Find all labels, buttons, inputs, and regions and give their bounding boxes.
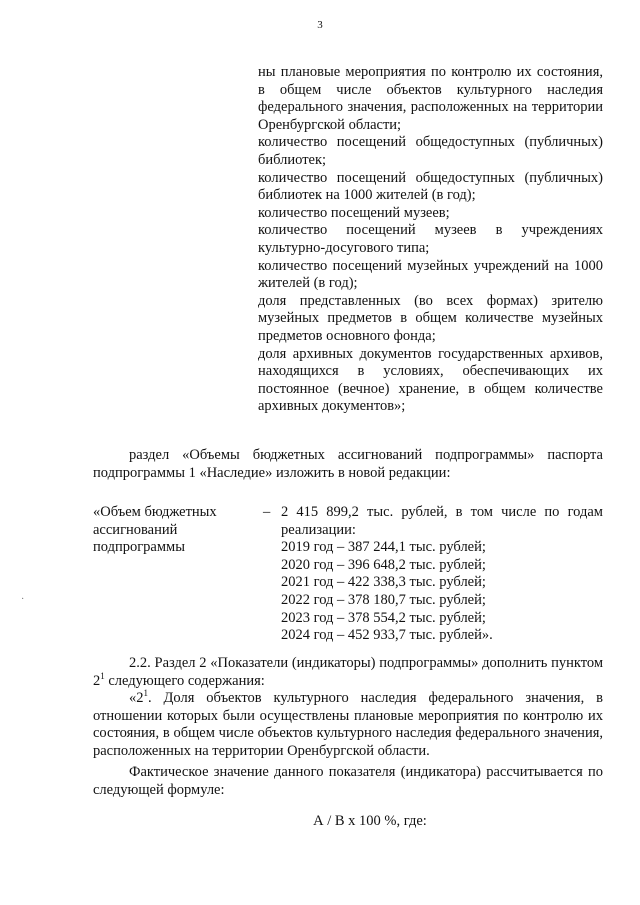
- budget-year-line: 2024 год – 452 933,7 тыс. рублей».: [281, 627, 493, 644]
- list-item: количество посещений музеев;: [258, 204, 450, 221]
- paragraph-2-2: [93, 655, 603, 690]
- budget-label: «Объем бюджетных ассигнований подпрограммы: [93, 504, 217, 556]
- budget-year-line: 2019 год – 387 244,1 тыс. рублей;: [281, 539, 486, 556]
- formula-intro: Фактическое значение данного показателя (индикатора) рассчитывается по следующей формуле:: [93, 764, 603, 798]
- budget-values: [281, 504, 603, 645]
- list-item: количество посещений музеев в учреждениях культурно-досугового типа;: [258, 222, 603, 256]
- list-item: количество посещений музейных учреждений на 1000 жителей (в год);: [258, 257, 603, 292]
- list-item: доля архивных документов государственных архивов, находящихся в условиях, обеспечивающих их постоянное (вечное) хранение, в общем количестве архивных документов»;: [258, 345, 603, 415]
- formula: А / В х 100 %, где:: [313, 813, 427, 829]
- budget-dash: –: [263, 504, 271, 520]
- superscript: 1: [143, 688, 148, 699]
- superscript: 1: [100, 670, 105, 681]
- list-item: ны плановые мероприятия по контролю их состояния, в общем числе объектов культурного наследия федерального значения, расположенных на территории Оренбургской области;: [258, 64, 603, 133]
- indicator-definition: [93, 690, 603, 760]
- margin-mark: ·: [21, 594, 25, 605]
- indicator-definition-start: «2: [129, 690, 144, 706]
- list-item: количество посещений общедоступных (публичных) библиотек на 1000 жителей (в год);: [258, 169, 603, 204]
- indicator-definition-text: . Доля объектов культурного наследия федерального значения, в отношении которых были осуществлены плановые мероприятия по контролю их состояния, в общем числе объектов культурного наследия федерального значения, расположенных на территории Оренбургской области.: [93, 690, 603, 759]
- budget-year-line: 2023 год – 378 554,2 тыс. рублей;: [281, 609, 486, 626]
- budget-total: 2 415 899,2 тыс. рублей, в том числе по годам реализации:: [281, 504, 603, 538]
- budget-year-line: 2021 год – 422 338,3 тыс. рублей;: [281, 574, 486, 591]
- budget-year-line: 2022 год – 378 180,7 тыс. рублей;: [281, 591, 486, 608]
- section-paragraph: раздел «Объемы бюджетных ассигнований подпрограммы» паспорта подпрограммы 1 «Наследие» изложить в новой редакции:: [93, 447, 603, 481]
- paragraph-2-2-text: 2.2. Раздел 2 «Показатели (индикаторы) подпрограммы» дополнить пунктом 2: [93, 655, 603, 689]
- paragraph-2-2-tail: следующего содержания:: [104, 672, 265, 689]
- budget-year-line: 2020 год – 396 648,2 тыс. рублей;: [281, 556, 486, 573]
- list-item: доля представленных (во всех формах) зрителю музейных предметов в общем количестве музейных предметов основного фонда;: [258, 292, 603, 344]
- page-number: 3: [317, 19, 323, 31]
- list-item: количество посещений общедоступных (публичных) библиотек;: [258, 134, 603, 168]
- indicator-list: [258, 64, 603, 416]
